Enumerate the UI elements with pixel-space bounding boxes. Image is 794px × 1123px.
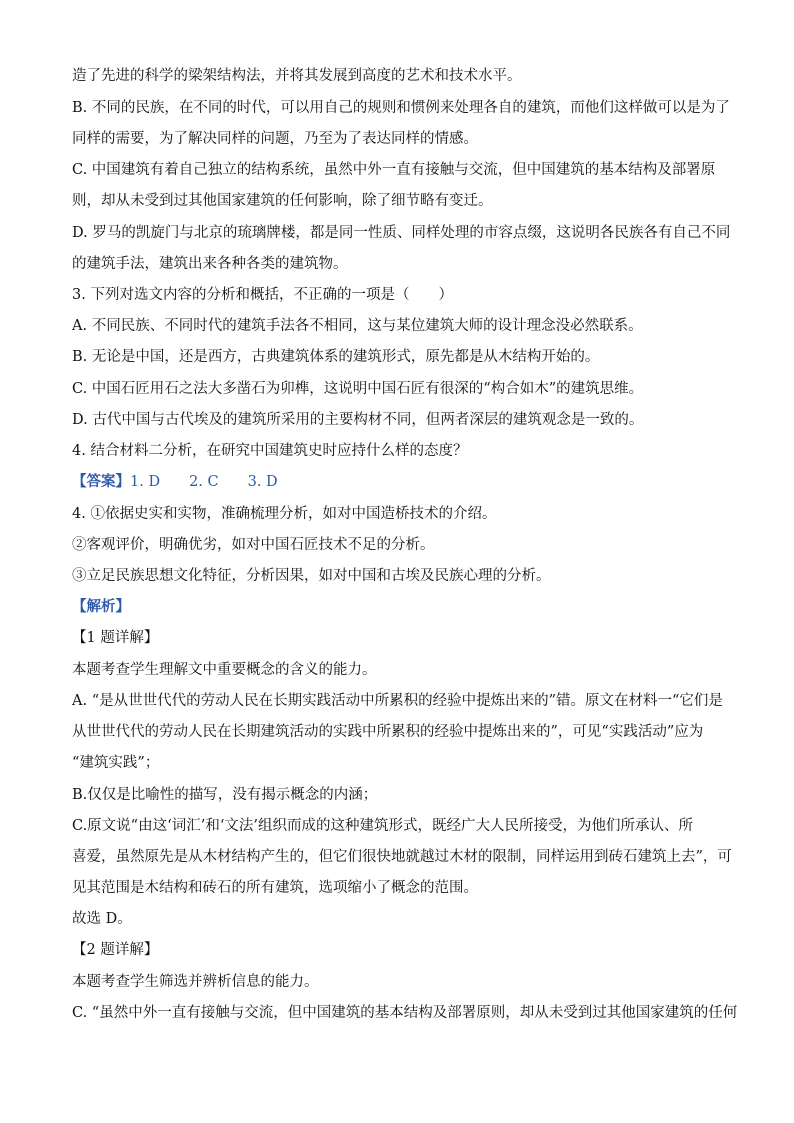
text-line: 则，却从未受到过其他国家建筑的任何影响，除了细节略有变迁。 bbox=[72, 193, 493, 209]
detail-label: 题详解】 bbox=[95, 630, 159, 646]
option-d-line: D. 罗马的凯旋门与北京的琉璃牌楼，都是同一性质、同样处理的市容点缀，这说明各民族各有自己不同 bbox=[72, 225, 731, 241]
text-line: 见其范围是木结构和砖石的所有建筑，选项缩小了概念的范围。 bbox=[72, 880, 478, 896]
text-line: 同样的需要，为了解决同样的问题，乃至为了表达同样的情感。 bbox=[72, 131, 478, 147]
q3-option-a: A. 不同民族、不同时代的建筑手法各不相同，这与某位建筑大师的设计理念没必然联系。 bbox=[72, 318, 643, 334]
detail-number: 2 bbox=[86, 942, 96, 958]
q3-option-d: D. 古代中国与古代埃及的建筑所采用的主要构材不同，但两者深层的建筑观念是一致的。 bbox=[72, 412, 644, 428]
text-line: 喜爱，虽然原先是从木材结构产生的，但它们很快地就越过木材的限制，同样运用到砖石建筑上去”，可 bbox=[72, 849, 732, 865]
detail-number: 1 bbox=[86, 630, 96, 646]
analysis-heading: 【解析】 bbox=[72, 598, 130, 615]
text-line: C.原文说“由这‘词汇’和‘文法’组织而成的这种建筑形式，既经广大人民所接受，为他们所承认、所 bbox=[72, 818, 694, 834]
answer-tag: 【答案】 bbox=[72, 473, 130, 490]
text-line: C. “虽然中外一直有接触与交流，但中国建筑的基本结构及部署原则，却从未受到过其他国家建筑的任何 bbox=[72, 1005, 738, 1021]
text-line: 的建筑手法，建筑出来各种各类的建筑物。 bbox=[72, 256, 348, 272]
option-c-line: C. 中国建筑有着自己独立的结构系统，虽然中外一直有接触与交流，但中国建筑的基本结构及部署原 bbox=[72, 162, 716, 178]
text-line: 本题考查学生理解文中重要概念的含义的能力。 bbox=[72, 662, 377, 678]
text-line: 故选 D。 bbox=[72, 911, 132, 927]
text-line: 从世世代代的劳动人民在长期建筑活动的实践中所累积的经验中提炼出来的”，可见“实践活动”应为 bbox=[72, 724, 704, 740]
bracket-open: 【 bbox=[72, 630, 87, 646]
text-line: 本题考查学生筛选并辨析信息的能力。 bbox=[72, 974, 319, 990]
answer-text: 1. D 2. C 3. D bbox=[130, 474, 278, 490]
text-line: 造了先进的科学的梁架结构法，并将其发展到高度的艺术和技术水平。 bbox=[72, 68, 522, 84]
bracket-open: 【 bbox=[72, 942, 87, 958]
option-b-line: B. 不同的民族，在不同的时代，可以用自己的规则和惯例来处理各自的建筑，而他们这样做可以是为了 bbox=[72, 100, 730, 116]
q3-option-b: B. 无论是中国，还是西方，古典建筑体系的建筑形式，原先都是从木结构开始的。 bbox=[72, 349, 600, 365]
question-4: 4. 结合材料二分析，在研究中国建筑史时应持什么样的态度？ bbox=[72, 443, 468, 459]
detail-2-heading bbox=[72, 940, 722, 960]
text-line: “建筑实践”； bbox=[72, 755, 160, 771]
q3-option-c: C. 中国石匠用石之法大多凿石为卯榫，这说明中国石匠有很深的“构合如木”的建筑思维。 bbox=[72, 381, 644, 397]
text-line: B.仅仅是比喻性的描写，没有揭示概念的内涵； bbox=[72, 787, 378, 803]
detail-label: 题详解】 bbox=[95, 942, 159, 958]
answer4-item2: ②客观评价，明确优劣，如对中国石匠技术不足的分析。 bbox=[72, 537, 435, 553]
detail-1-heading bbox=[72, 628, 722, 648]
answer4-item1: 4. ①依据史实和实物，准确梳理分析，如对中国造桥技术的介绍。 bbox=[72, 506, 497, 522]
answer-line bbox=[72, 472, 722, 492]
text-line: A. “是从世世代代的劳动人民在长期实践活动中所累积的经验中提炼出来的”错。原文在材料一“它们是 bbox=[72, 693, 723, 709]
answer4-item3: ③立足民族思想文化特征，分析因果，如对中国和古埃及民族心理的分析。 bbox=[72, 568, 551, 584]
question-3: 3. 下列对选文内容的分析和概括，不正确的一项是（ ） bbox=[72, 287, 453, 303]
